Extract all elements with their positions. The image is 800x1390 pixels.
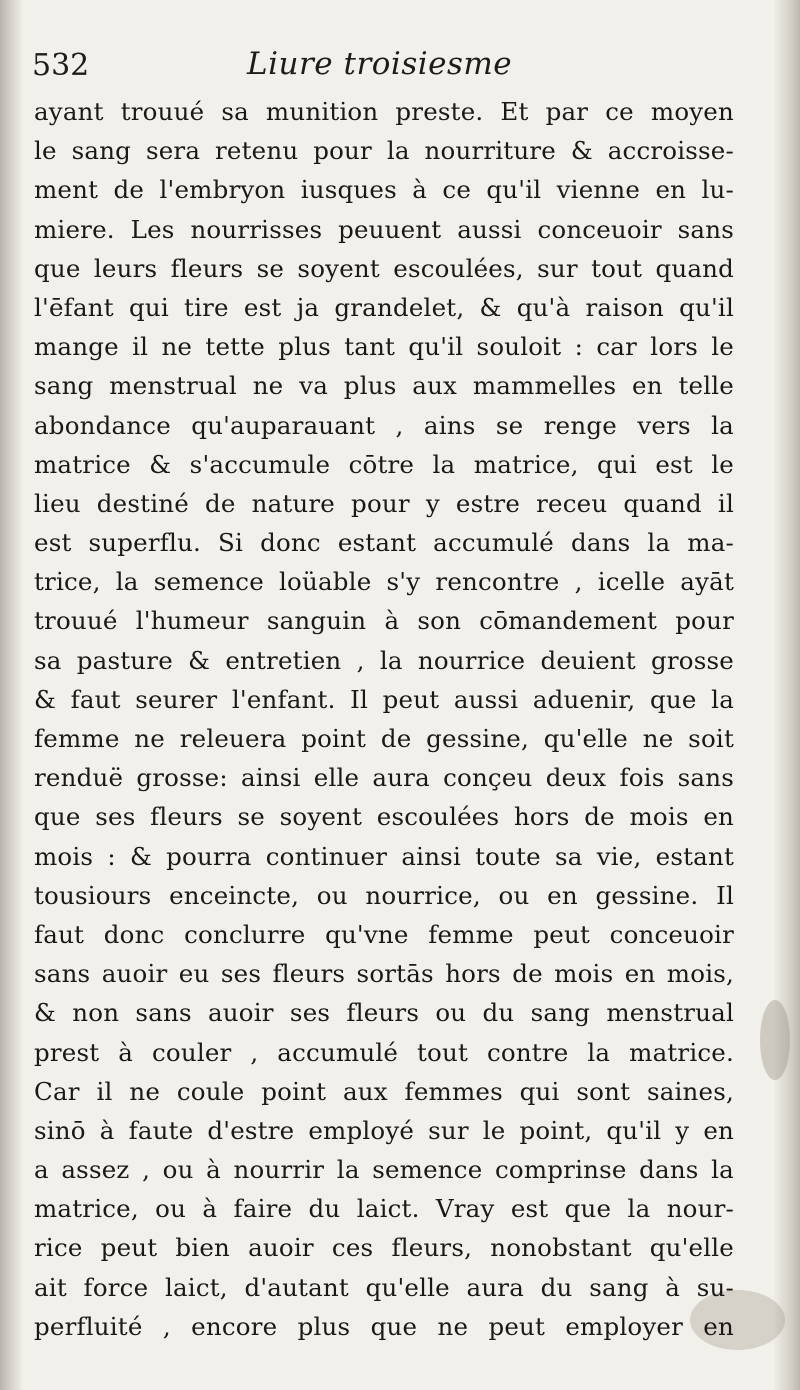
page-number: 532 xyxy=(32,48,90,83)
text-line: sa pasture & entretien , la nourrice deuient grosse xyxy=(34,645,734,675)
text-line: Car il ne coule point aux femmes qui sont saines, xyxy=(34,1076,734,1106)
text-line: le sang sera retenu pour la nourriture & accroisse- xyxy=(34,136,734,166)
text-line: miere. Les nourrisses peuuent aussi conceuoir sans xyxy=(34,214,734,244)
text-line: femme ne releuera point de gessine, qu'elle ne soit xyxy=(34,724,734,753)
text-line: & faut seurer l'enfant. Il peut aussi aduenir, que la xyxy=(34,684,734,714)
text-line: sans auoir eu ses fleurs sortās hors de mois en mois, xyxy=(34,959,734,989)
text-line: est superflu. Si donc estant accumulé dans la ma- xyxy=(34,528,734,558)
text-line: mange il ne tette plus tant qu'il souloit : car lors le xyxy=(34,332,734,362)
text-line: matrice, ou à faire du laict. Vray est que la nour- xyxy=(34,1194,734,1224)
paper-stain xyxy=(760,1000,790,1080)
text-line: sinō à faute d'estre employé sur le point, qu'il y en xyxy=(34,1115,734,1145)
text-line: tousiours enceincte, ou nourrice, ou en gessine. Il xyxy=(34,880,734,910)
text-line: a assez , ou à nourrir la semence comprinse dans la xyxy=(34,1155,734,1185)
running-title: Liure troisiesme xyxy=(247,46,513,82)
page-edge xyxy=(774,0,800,1390)
text-line: prest à couler , accumulé tout contre la matrice. xyxy=(34,1037,734,1067)
page-gutter-shadow xyxy=(0,0,22,1390)
text-line: l'ēfant qui tire est ja grandelet, & qu'à raison qu'il xyxy=(34,292,734,322)
text-line: que leurs fleurs se soyent escoulées, sur tout quand xyxy=(34,253,734,283)
text-line: ayant trouué sa munition preste. Et par ce moyen xyxy=(34,97,734,126)
running-head xyxy=(32,40,532,90)
text-line: ment de l'embryon iusques à ce qu'il vienne en lu- xyxy=(34,175,734,205)
text-line: renduë grosse: ainsi elle aura conçeu deux fois sans xyxy=(34,763,734,793)
text-line: lieu destiné de nature pour y estre receu quand il xyxy=(34,488,734,518)
text-line: matrice & s'accumule cōtre la matrice, qui est le xyxy=(34,449,734,479)
text-line: mois : & pourra continuer ainsi toute sa vie, estant xyxy=(34,841,734,871)
text-line: perfluité , encore plus que ne peut employer en xyxy=(34,1311,734,1341)
text-line: ait force laict, d'autant qu'elle aura du sang à su- xyxy=(34,1272,734,1302)
text-line: trouué l'humeur sanguin à son cōmandement pour xyxy=(34,606,734,636)
text-line: faut donc conclurre qu'vne femme peut conceuoir xyxy=(34,919,734,949)
text-line: sang menstrual ne va plus aux mammelles en telle xyxy=(34,371,734,401)
text-line: que ses fleurs se soyent escoulées hors de mois en xyxy=(34,802,734,832)
text-line: & non sans auoir ses fleurs ou du sang menstrual xyxy=(34,998,734,1028)
body-text xyxy=(34,92,734,1346)
text-line: rice peut bien auoir ces fleurs, nonobstant qu'elle xyxy=(34,1233,734,1263)
text-line: abondance qu'auparauant , ains se renge vers la xyxy=(34,410,734,440)
text-line: trice, la semence loüable s'y rencontre , icelle ayāt xyxy=(34,567,734,597)
